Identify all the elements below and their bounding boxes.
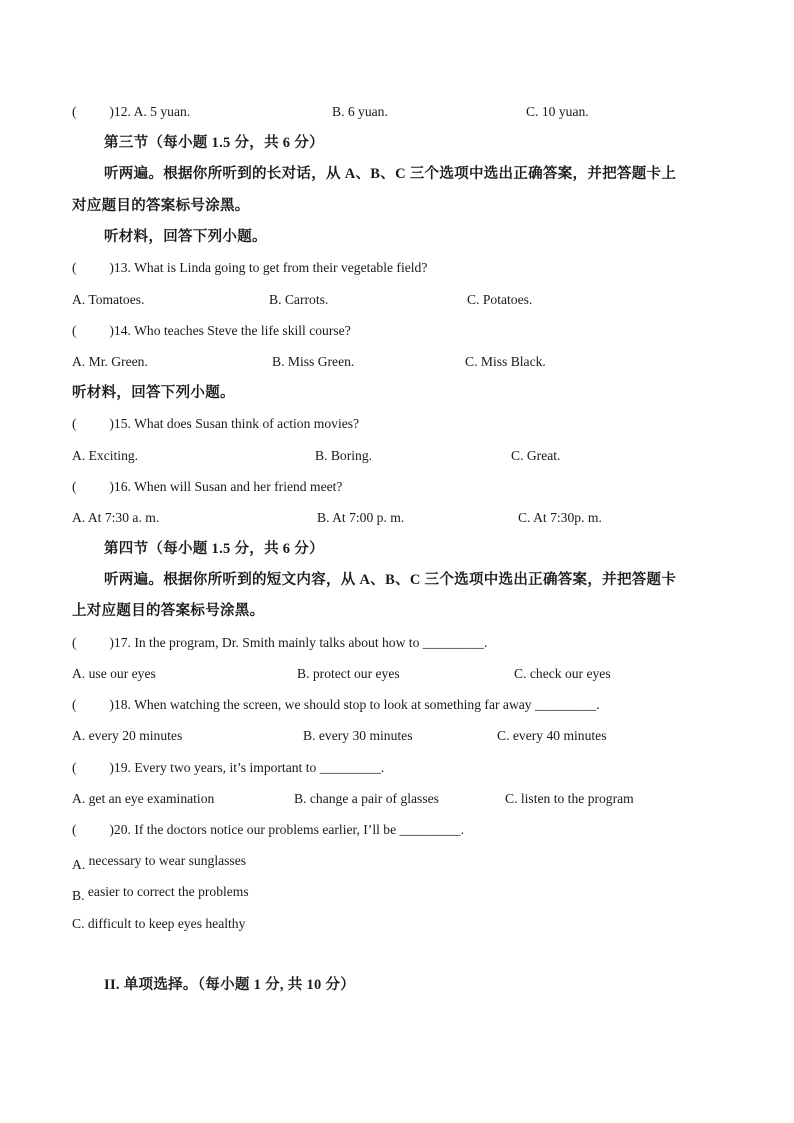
option-b: B. Boring. xyxy=(315,448,373,463)
option-c: C. At 7:30p. m. xyxy=(518,510,602,525)
option-text: necessary to wear sunglasses xyxy=(88,853,247,868)
question-18 xyxy=(72,696,600,714)
question-14 xyxy=(72,322,351,340)
question-16 xyxy=(72,478,342,496)
option-a: A. use our eyes xyxy=(72,666,156,681)
option-letter: A. xyxy=(72,857,86,872)
option-b: B. 6 yuan. xyxy=(332,104,388,119)
question-stem: )14. Who teaches Steve the life skill course? xyxy=(109,323,351,338)
question-stem: )12. A. 5 yuan. xyxy=(109,104,191,119)
option-c: C. 10 yuan. xyxy=(526,104,589,119)
section-4-instruction-1: 听两遍。根据你所听到的短文内容，从 A、B、C 三个选项中选出正确答案，并把答题卡 xyxy=(104,572,677,588)
question-stem: )19. Every two years, it’s important to _________. xyxy=(109,760,385,775)
question-20-option-a xyxy=(72,852,246,870)
material-heading-2: 听材料，回答下列小题。 xyxy=(72,385,235,401)
question-stem: )20. If the doctors notice our problems earlier, I’ll be _________. xyxy=(109,822,465,837)
option-c: C. every 40 minutes xyxy=(497,728,607,743)
option-b: B. protect our eyes xyxy=(297,666,400,681)
option-a: A. every 20 minutes xyxy=(72,728,183,743)
option-c: C. Great. xyxy=(511,448,561,463)
answer-bracket: ( xyxy=(72,416,77,431)
option-b: B. every 30 minutes xyxy=(303,728,413,743)
option-a: A. At 7:30 a. m. xyxy=(72,510,160,525)
answer-bracket: ( xyxy=(72,479,77,494)
section-3-instruction-1: 听两遍。根据你所听到的长对话，从 A、B、C 三个选项中选出正确答案，并把答题卡上 xyxy=(104,166,677,182)
option-a: A. Tomatoes. xyxy=(72,292,145,307)
question-20 xyxy=(72,821,464,839)
answer-bracket: ( xyxy=(72,822,77,837)
section-3-instruction-2: 对应题目的答案标号涂黑。 xyxy=(72,198,250,214)
option-c: C. check our eyes xyxy=(514,666,611,681)
option-b: B. Carrots. xyxy=(269,292,329,307)
question-20-option-b xyxy=(72,883,249,901)
answer-bracket: ( xyxy=(72,697,77,712)
option-text: easier to correct the problems xyxy=(87,884,249,899)
option-b: B. change a pair of glasses xyxy=(294,791,439,806)
section-3-title: 第三节（每小题 1.5 分，共 6 分） xyxy=(104,135,324,151)
question-stem: )16. When will Susan and her friend meet? xyxy=(109,479,343,494)
answer-bracket: ( xyxy=(72,323,77,338)
question-15 xyxy=(72,415,359,433)
option-c: C. Miss Black. xyxy=(465,354,546,369)
question-17 xyxy=(72,634,487,652)
answer-bracket: ( xyxy=(72,104,77,119)
question-stem: )15. What does Susan think of action movies? xyxy=(109,416,360,431)
option-c: C. Potatoes. xyxy=(467,292,533,307)
question-12 xyxy=(72,103,732,121)
option-c: C. listen to the program xyxy=(505,791,634,806)
material-heading-1: 听材料，回答下列小题。 xyxy=(104,229,267,245)
question-stem: )17. In the program, Dr. Smith mainly talks about how to _________. xyxy=(109,635,488,650)
question-stem: )18. When watching the screen, we should stop to look at something far away _________. xyxy=(109,697,600,712)
answer-bracket: ( xyxy=(72,760,77,775)
answer-bracket: ( xyxy=(72,260,77,275)
section-4-title: 第四节（每小题 1.5 分，共 6 分） xyxy=(104,541,324,557)
question-20-option-c: C. difficult to keep eyes healthy xyxy=(72,916,246,931)
question-stem: )13. What is Linda going to get from their vegetable field? xyxy=(109,260,428,275)
option-a: A. get an eye examination xyxy=(72,791,215,806)
option-letter: B. xyxy=(72,888,85,903)
answer-bracket: ( xyxy=(72,635,77,650)
part-2-title: II. 单项选择。（每小题 1 分, 共 10 分） xyxy=(104,977,356,993)
question-19 xyxy=(72,759,384,777)
section-4-instruction-2: 上对应题目的答案标号涂黑。 xyxy=(72,603,265,619)
option-b: B. At 7:00 p. m. xyxy=(317,510,405,525)
question-13 xyxy=(72,259,427,277)
option-b: B. Miss Green. xyxy=(272,354,355,369)
option-a: A. Exciting. xyxy=(72,448,139,463)
option-a: A. Mr. Green. xyxy=(72,354,148,369)
